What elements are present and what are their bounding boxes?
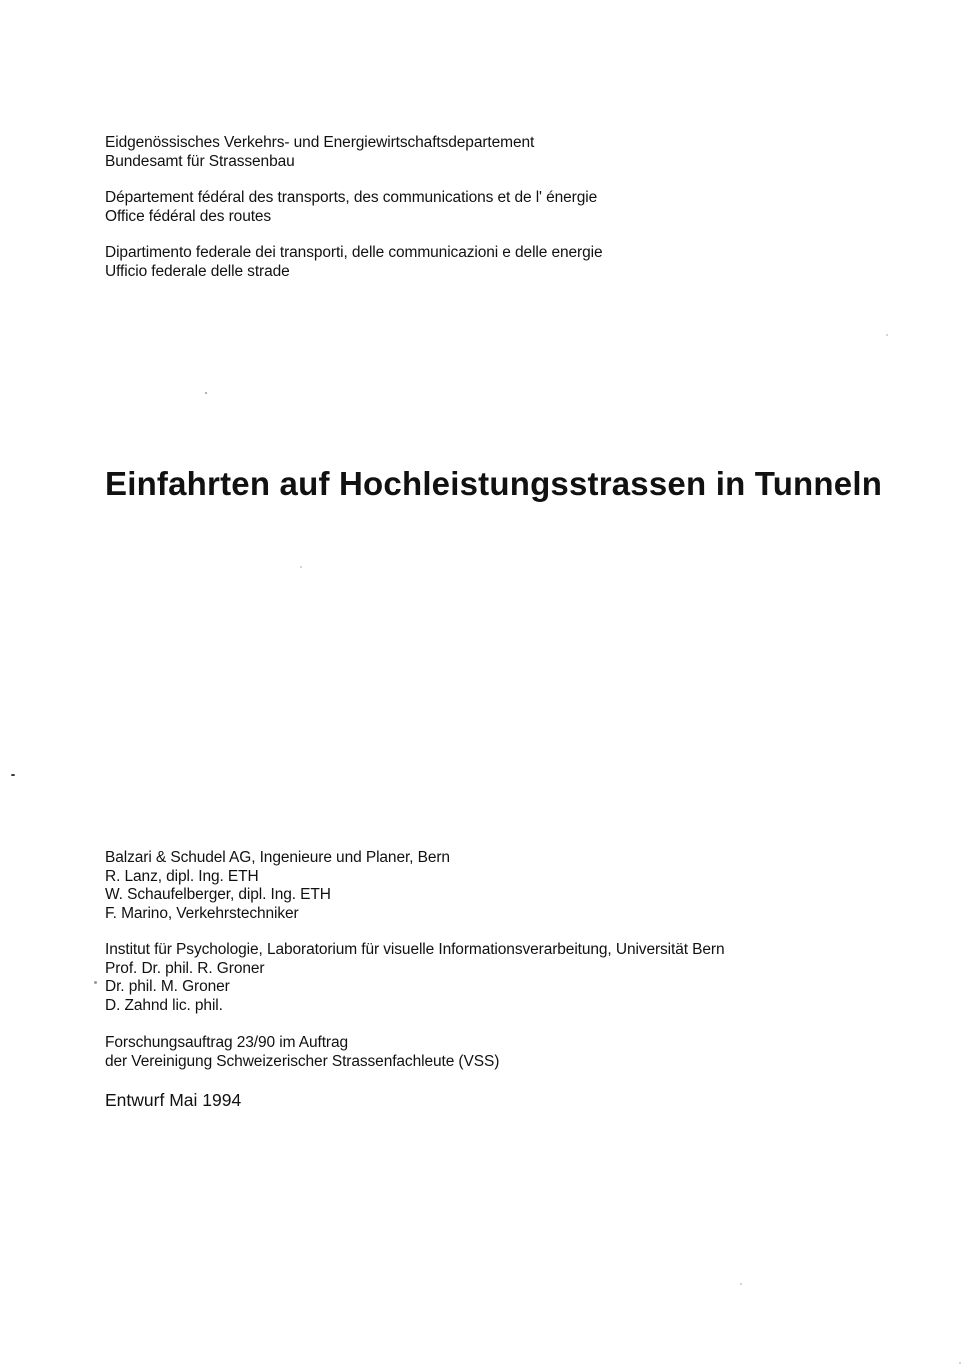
office-name-fr: Office fédéral des routes bbox=[105, 207, 272, 225]
office-name-it: Ufficio federale delle strade bbox=[105, 262, 290, 280]
draft-date: Entwurf Mai 1994 bbox=[105, 1090, 242, 1110]
scan-speck bbox=[94, 981, 97, 984]
department-name-it: Dipartimento federale dei transporti, delle communicazioni e delle energie bbox=[105, 244, 603, 261]
scan-speck bbox=[300, 566, 302, 568]
author-zahnd: D. Zahnd lic. phil. bbox=[105, 996, 223, 1014]
authors-firm bbox=[105, 849, 450, 923]
author-marino: F. Marino, Verkehrstechniker bbox=[105, 904, 299, 922]
scan-speck bbox=[11, 774, 15, 776]
header-italian bbox=[105, 244, 603, 281]
commission-block bbox=[105, 1034, 499, 1071]
institute-name: Institut für Psychologie, Laboratorium für visuelle Informationsverarbeitung, Universität Bern bbox=[105, 941, 725, 958]
author-r-groner: Prof. Dr. phil. R. Groner bbox=[105, 959, 265, 977]
scan-speck bbox=[959, 1362, 961, 1364]
firm-name: Balzari & Schudel AG, Ingenieure und Planer, Bern bbox=[105, 849, 450, 866]
scan-speck bbox=[740, 1283, 742, 1285]
commission-line-1: Forschungsauftrag 23/90 im Auftrag bbox=[105, 1034, 349, 1051]
scan-speck bbox=[205, 392, 207, 394]
department-name-de: Eidgenössisches Verkehrs- und Energiewirtschaftsdepartement bbox=[105, 134, 535, 151]
header-german bbox=[105, 134, 534, 171]
document-title: Einfahrten auf Hochleistungsstrassen in Tunneln bbox=[105, 465, 883, 502]
header-french bbox=[105, 189, 597, 226]
commission-line-2: der Vereinigung Schweizerischer Strassenfachleute (VSS) bbox=[105, 1052, 500, 1070]
date-block bbox=[105, 1090, 241, 1111]
authors-institute bbox=[105, 941, 725, 1015]
author-lanz: R. Lanz, dipl. Ing. ETH bbox=[105, 867, 259, 885]
author-schaufelberger: W. Schaufelberger, dipl. Ing. ETH bbox=[105, 886, 331, 903]
scan-speck bbox=[886, 334, 888, 336]
office-name-de: Bundesamt für Strassenbau bbox=[105, 152, 295, 170]
department-name-fr: Département fédéral des transports, des communications et de l' énergie bbox=[105, 189, 598, 206]
author-m-groner: Dr. phil. M. Groner bbox=[105, 978, 230, 995]
